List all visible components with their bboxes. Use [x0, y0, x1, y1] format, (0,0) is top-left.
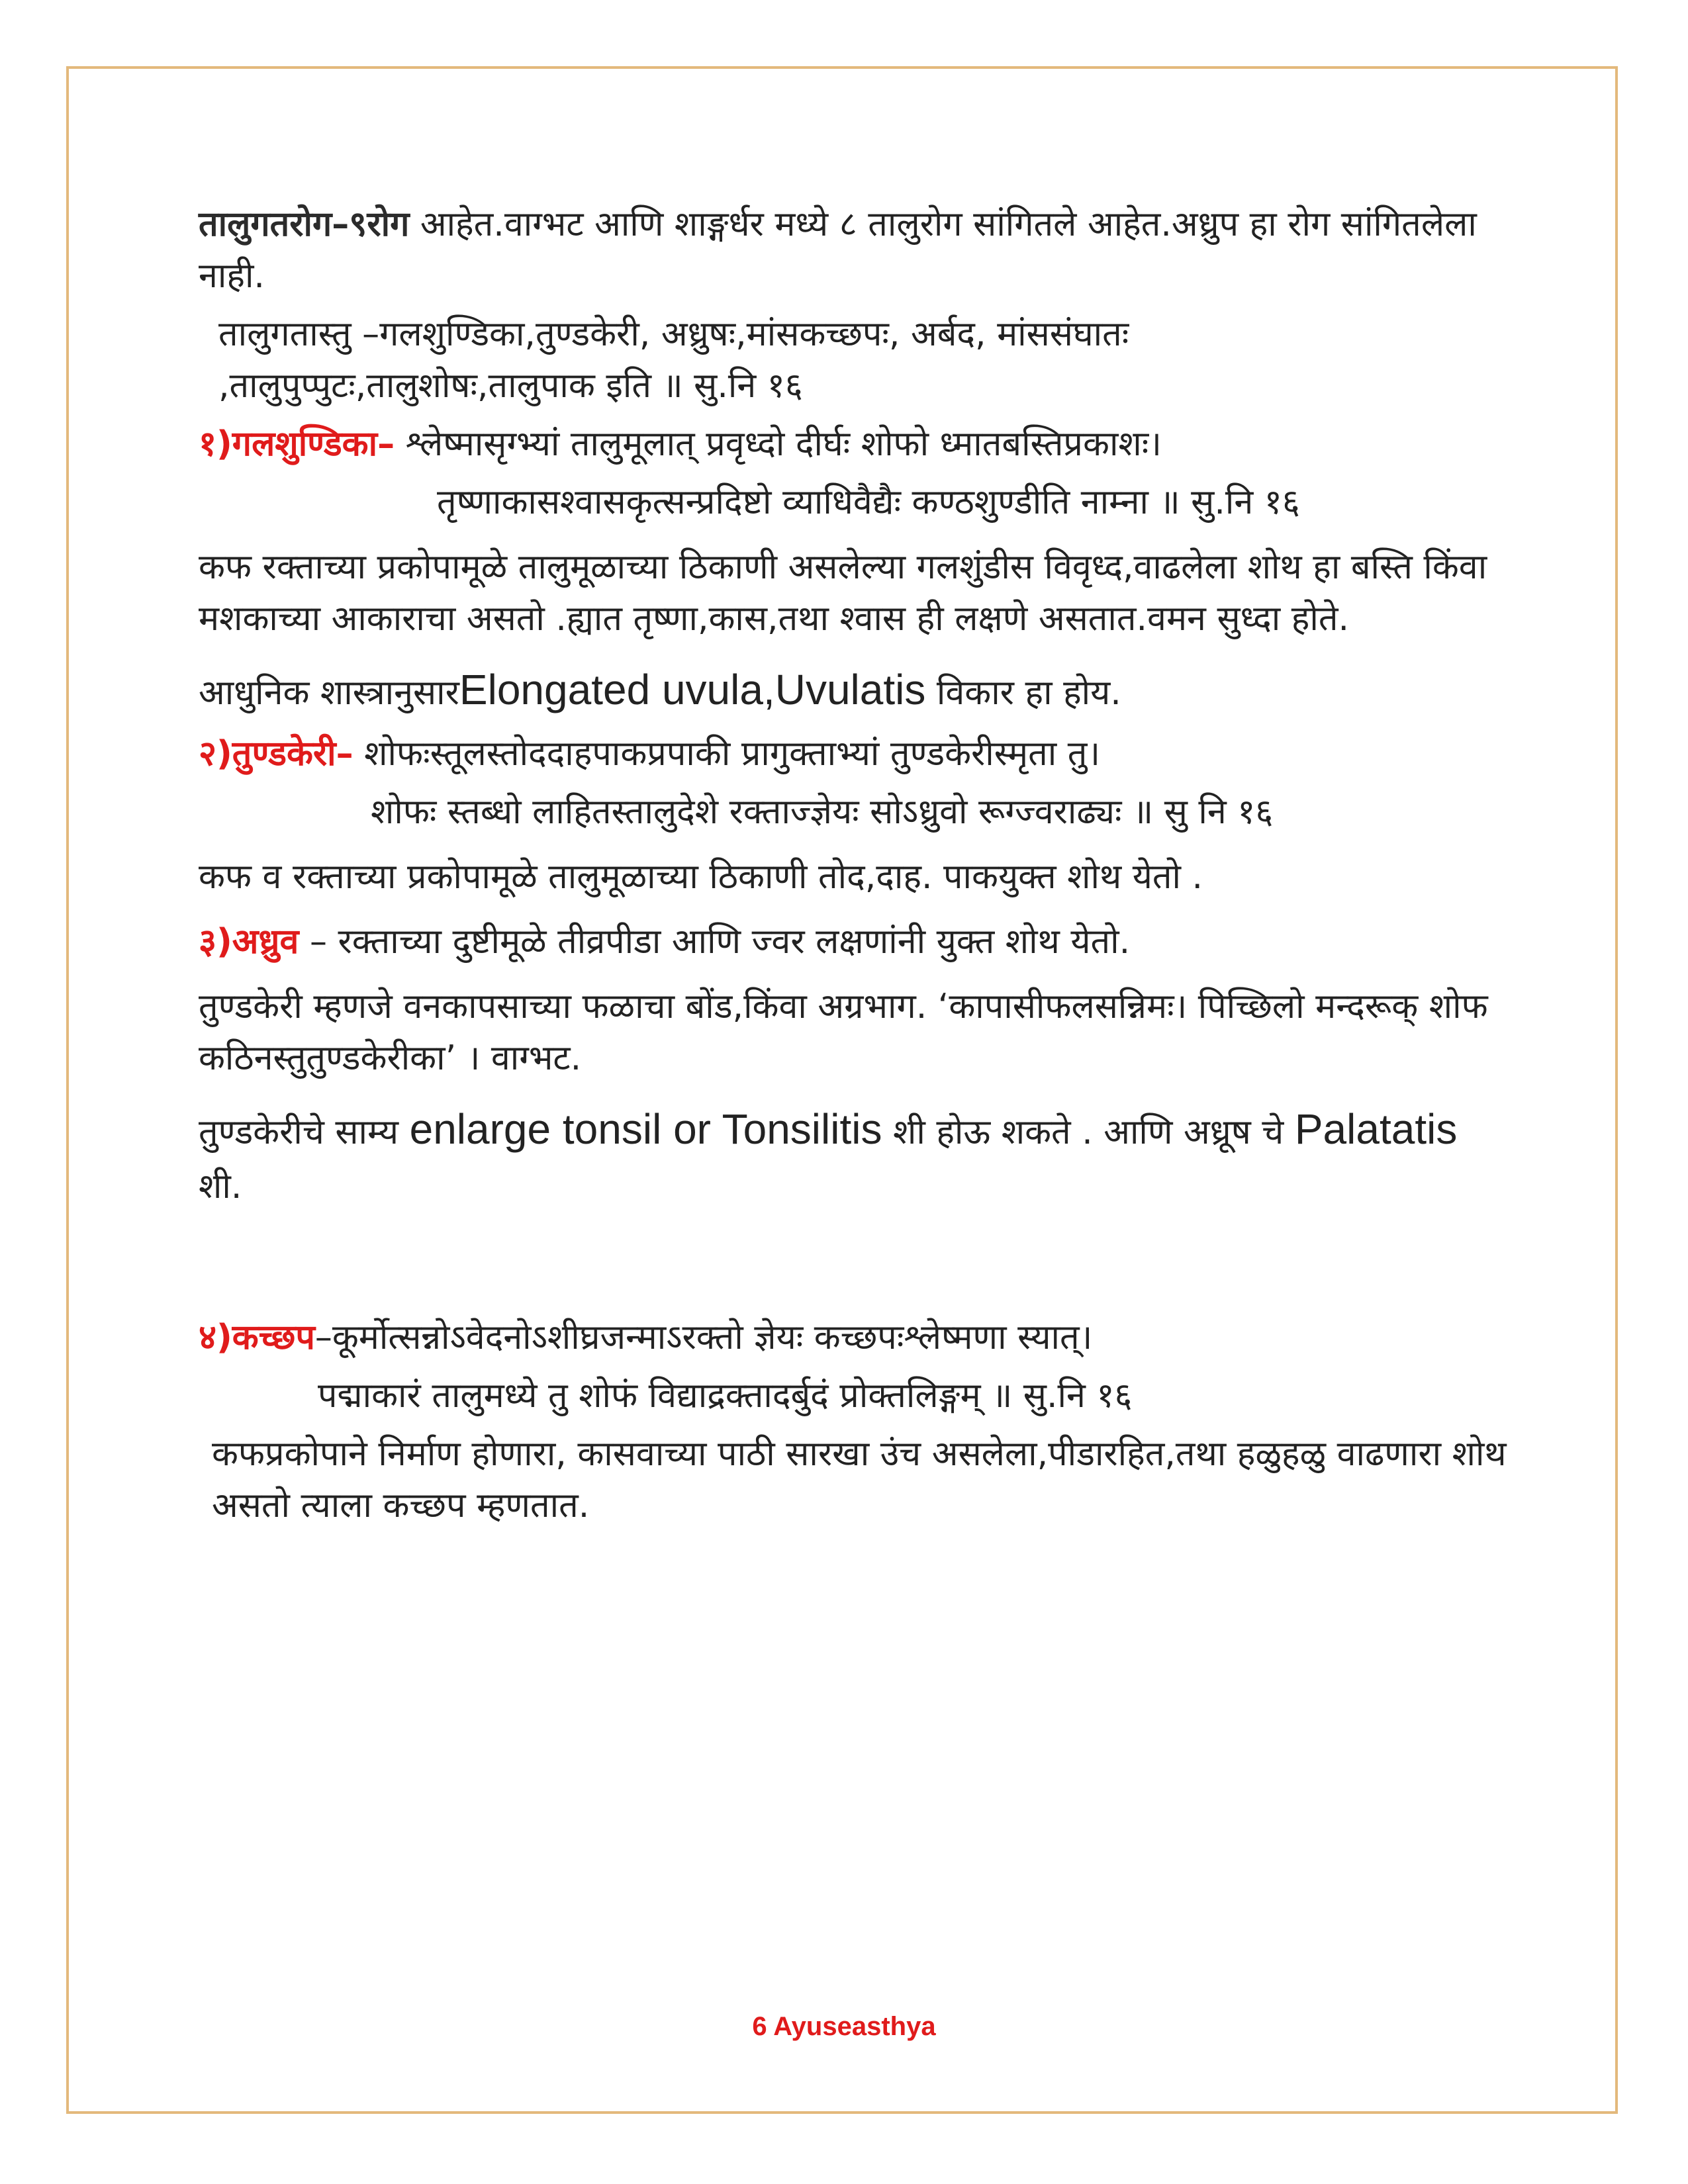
paragraph-tundakeri-modern [199, 1097, 1509, 1212]
paragraph-kachchhapa-verse-2 [199, 1370, 1509, 1422]
galashundika-verse-line1: श्लेष्मासृग्भ्यां तालुमूलात् प्रवृध्दो दीर्घः शोफो ध्मातबस्तिप्रकाशः। [395, 424, 1162, 464]
intro-text: आहेत.वाग्भट आणि शाङ्गर्धर मध्ये ८ तालुरोग सांगितले आहेत.अध्रुप हा रोग सांगितलेला नाही. [199, 205, 1477, 296]
adhrusha-modern-latin: Palatatis [1294, 1105, 1458, 1153]
modern-name-prefix: आधुनिक शास्त्रानुसार [199, 673, 459, 713]
kachchhapa-verse-line2: पद्माकारं तालुमध्ये तु शोफं विद्याद्रक्तादर्बुदं प्रोक्तलिङ्गम् ॥ सु.नि १६ [318, 1376, 1133, 1416]
tundakeri-verse-line1: शोफःस्तूलस्तोददाहपाकप्रपाकी प्रागुक्ताभ्यां तुण्डकेरीस्मृता तु। [353, 734, 1101, 774]
paragraph-galashundika-verse-2 [199, 477, 1509, 528]
tundakeri-modern-prefix: तुण्डकेरीचे साम्य [199, 1113, 410, 1152]
heading-talugata-roga: तालुगतरोग–९रोग [199, 205, 410, 244]
tundakeri-modern-latin: enlarge tonsil or Tonsilitis [409, 1105, 882, 1153]
paragraph-galashundika-verse [199, 418, 1509, 470]
paragraph-galashundika-explanation [199, 541, 1509, 645]
paragraph-tundakeri-verse-2 [199, 786, 1509, 838]
kachchhapa-verse-line1: –कूर्मोत्सन्नोऽवेदनोऽशीघ्रजन्माऽरक्तो ज्ञेयः कच्छपःश्लेष्मणा स्यात्। [314, 1318, 1093, 1357]
paragraph-intro [199, 199, 1509, 302]
paragraph-tundakeri-explanation [199, 851, 1509, 903]
paragraph-kachchhapa-verse [199, 1312, 1509, 1363]
heading-tundakeri: २)तुण्डकेरी– [199, 734, 353, 774]
tundakeri-meaning-text: तुण्डकेरी म्हणजे वनकापसाच्या फळाचा बोंड,किंवा अग्रभाग. ‘कापासीफलसन्निमः। पिच्छिलो मन्दरूक् शोफ कठिनस्तुतुण्डकेरीका’ । वाग्भट. [199, 987, 1488, 1078]
galashundika-explanation-text: कफ रक्ताच्या प्रकोपामूळे तालुमूळाच्या ठिकाणी असलेल्या गलशुंडीस विवृध्द,वाढलेला शोथ हा बस्ति किंवा मशकाच्या आकाराचा असतो .ह्यात तृष्णा,कास,तथा श्वास ही लक्षणे असतात.वमन सुध्दा होते. [199, 547, 1487, 639]
tundakeri-verse-line2: शोफः स्तब्धो लाहितस्तालुदेशे रक्ताज्ज्ञेयः सोऽध्रुवो रूग्ज्वराढ्यः ॥ सु नि १६ [371, 792, 1274, 832]
paragraph-kachchhapa-explanation [199, 1428, 1509, 1531]
adhrusha-modern-suffix: शी. [199, 1167, 242, 1206]
paragraph-list-of-diseases [199, 308, 1509, 412]
paragraph-tundakeri-verse [199, 728, 1509, 780]
page-footer: 6 Ayuseasthya [752, 2012, 936, 2041]
tundakeri-explanation-text: कफ व रक्ताच्या प्रकोपामूळे तालुमूळाच्या ठिकाणी तोद,दाह. पाकयुक्त शोथ येतो . [199, 857, 1203, 897]
heading-galashundika: १)गलशुण्डिका– [199, 424, 395, 464]
heading-adhruva: ३)अध्रुव [199, 922, 299, 962]
paragraph-adhruva [199, 916, 1509, 968]
galashundika-verse-line2: तृष्णाकासश्वासकृत्सन्प्रदिष्टो व्याधिवैद्यैः कण्ठशुण्डीति नाम्ना ॥ सु.नि १६ [437, 482, 1300, 522]
disease-list-text: तालुगतास्तु –गलशुण्डिका,तुण्डकेरी, अध्रुषः,मांसकच्छपः, अर्बद, मांससंघातः ,तालुपुप्पुटः,तालुशोषः,तालुपाक इति ॥ सु.नि १६ [218, 314, 1129, 406]
adhruva-text: – रक्ताच्या दुष्टीमूळे तीव्रपीडा आणि ज्वर लक्षणांनी युक्त शोथ येतो. [299, 922, 1131, 962]
heading-kachchhapa: ४)कच्छप [199, 1318, 315, 1357]
modern-name-suffix: विकार हा होय. [925, 673, 1121, 713]
tundakeri-modern-mid: शी होऊ शकते . आणि अध्रूष चे [882, 1113, 1295, 1152]
paragraph-tundakeri-meaning [199, 981, 1509, 1084]
paragraph-modern-name [199, 658, 1509, 721]
kachchhapa-explanation-text: कफप्रकोपाने निर्माण होणारा, कासवाच्या पाठी सारखा उंच असलेला,पीडारहित,तथा हळुहळु वाढणारा शोथ असतो त्याला कच्छप म्हणतात. [212, 1434, 1507, 1525]
document-body [199, 199, 1509, 1531]
modern-name-latin: Elongated uvula,Uvulatis [459, 666, 926, 713]
